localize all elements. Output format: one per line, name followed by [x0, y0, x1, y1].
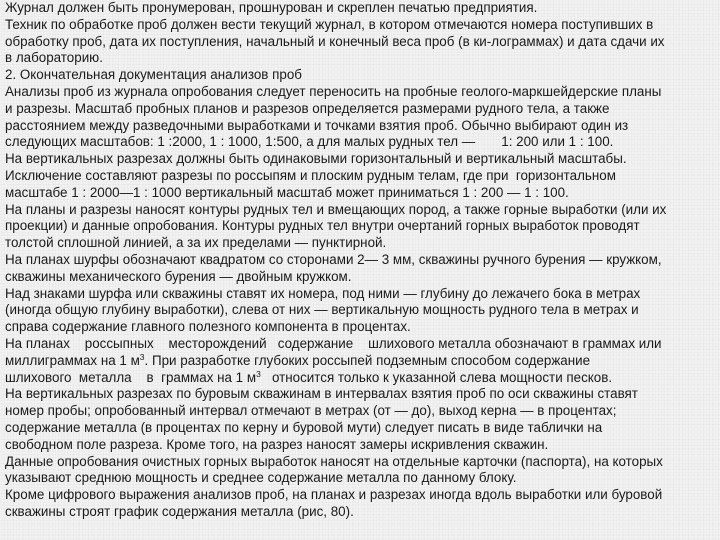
text-line: На вертикальных разрезах должны быть одинаковыми горизонтальный и вертикальный масштабы.	[5, 151, 627, 167]
text-line: масштабе 1 : 2000—1 : 1000 вертикальный масштаб может приниматься 1 : 200 — 1 : 100.	[5, 184, 569, 200]
text-line: Кроме цифрового выражения анализов проб, на планах и разрезах иногда вдоль выработки или буровой	[5, 487, 663, 503]
text-line: справа содержание главного полезного компонента в процентах.	[5, 319, 411, 335]
text-line: следующих масштабов: 1 :2000, 1 : 1000, 1:500, а для малых рудных тел — 1: 200 или 1 : 100.	[5, 134, 614, 150]
text-line: в лабораторию.	[5, 50, 103, 66]
text-line: указывают среднюю мощность и среднее содержание металла по данному блоку.	[5, 470, 517, 486]
text-line: проекции) и данные опробования. Контуры рудных тел внутри очертаний горных выработок проводят	[5, 218, 640, 234]
text-line: На планах россыпных месторождений содержание шлихового металла обозначают в граммах или	[5, 335, 662, 351]
text-fragment: относится только к указанной слева мощности песков.	[260, 369, 613, 385]
text-line: обработку проб, дата их поступления, начальный и конечный веса проб (в ки-лограммах) и дата сдачи их	[5, 33, 665, 49]
text-line: (иногда общую глубину выработки), слева от них — вертикальную мощность рудного тела в метрах и	[5, 302, 639, 318]
text-line: и разрезы. Масштаб пробных планов и разрезов определяется размерами рудного тела, а также	[5, 100, 610, 116]
text-line: номер пробы; опробованный интервал отмечают в метрах (от — до), выход керна — в процентах;	[5, 403, 617, 419]
text-line	[5, 353, 717, 370]
superscript: 3	[256, 368, 261, 379]
text-line: На планы и разрезы наносят контуры рудных тел и вмещающих пород, а также горные выработки (или их	[5, 201, 667, 217]
text-line: Анализы проб из журнала опробования следует переносить на пробные геолого-маркшейдерские планы	[5, 83, 662, 99]
text-line: На вертикальных разрезах по буровым скважинам в интервалах взятия проб по оси скважины ставят	[5, 386, 638, 402]
superscript: 3	[139, 351, 145, 362]
section-heading: 2. Окончательная документация анализов проб	[5, 67, 302, 83]
text-line: На планах шурфы обозначают квадратом со сторонами 2— 3 мм, скважины ручного бурения — кружком,	[5, 251, 662, 267]
text-line: Данные опробования очистных горных выработок наносят на отдельные карточки (паспорта), на которых	[5, 453, 663, 469]
text-line	[5, 370, 717, 387]
text-line: Исключение составляют разрезы по россыпям и плоским рудным телам, где при горизонтальном	[5, 167, 616, 183]
text-fragment: миллиграммах на 1 м	[5, 352, 140, 368]
text-line: Журнал должен быть пронумерован, прошнурован и скреплен печатью предприятия.	[5, 0, 538, 15]
text-line: скважины строят график содержания металла (рис, 80).	[5, 503, 354, 519]
text-line: скважины механического бурения — двойным кружком.	[5, 268, 352, 284]
text-line: содержание металла (в процентах по керну и буровой мути) следует писать в виде таблички на	[5, 419, 603, 435]
text-fragment: шлихового металла в граммах на 1 м	[5, 369, 257, 385]
text-line: расстоянием между разведочными выработками и точками взятия проб. Обычно выбирают один из	[5, 117, 629, 133]
text-fragment: . При разработке глубоких россыпей подземным способом содержание	[144, 352, 591, 368]
document-text	[5, 0, 717, 521]
text-line: толстой сплошной линией, а за их пределами — пунктирной.	[5, 235, 387, 251]
text-line: Техник по обработке проб должен вести текущий журнал, в котором отмечаются номера поступивших в	[5, 16, 654, 32]
text-line: Над знаками шурфа или скважины ставят их номера, под ними — глубину до лежачего бока в метрах	[5, 285, 641, 301]
text-line: свободном поле разреза. Кроме того, на разрез наносят замеры искривления скважин.	[5, 436, 549, 452]
